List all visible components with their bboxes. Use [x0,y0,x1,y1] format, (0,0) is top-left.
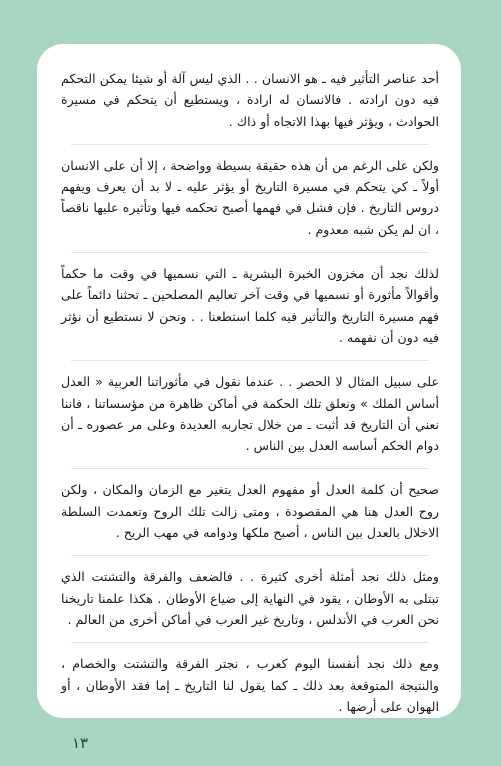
paragraph-2: ولكن على الرغم من أن هذه حقيقة بسيطة وواضحة ، إلا أن على الانسان أولاً ـ كي يتحكم في مسيرة التاريخ أو يؤثر عليه ـ لا بد أن يعرف ويفهم دروس التاريخ . فإن فشل في فهمها أصبح تحكمه فيها وتأثيره عليها ناقصاً ، ان لم يكن شبه معدوم . [61,157,439,237]
paragraph-divider [71,252,429,253]
paragraph-3: لذلك نجد أن مخزون الخبرة البشرية ـ التي نسميها في وقت ما حكماً وأقوالاً مأثورة أو نسميها في وقت آخر تعاليم المصلحين ـ تحثنا دائماً على فهم مسيرة التاريخ والتأثير فيه كلما استطعنا . . ونحن لا نستطيع أن نؤثر فيه دون أن نفهمه . [61,266,439,345]
paragraph-6: ومثل ذلك نجد أمثلة أخرى كثيرة . . فالضعف والفرقة والتشتت الذي تبتلى به الأوطان ، يقود في النهاية إلى ضياع الأوطان . هكذا علمنا تاريخنا نحن العرب في الأندلس ، وتاريخ غير العرب في أماكن أخرى من العالم . [61,569,439,627]
page-number: ١٣ [72,734,89,752]
paragraph-7: ومع ذلك نجد أنفسنا اليوم كعرب ، نجتر الفرقة والتشتت والخصام ، والنتيجة المتوقعة بعد ذلك ـ كما يقول لنا التاريخ ـ إما فقد الأوطان ، أو الهوان على أرضها . [61,656,439,714]
paragraph-5: صحيح أن كلمة العدل أو مفهوم العدل يتغير مع الزمان والمكان ، ولكن روح العدل هنا هي المقصودة ، ومتى زالت تلك الروح وتعمدت السلطة الاخلال بالعدل بين الناس ، أصبح ملكها ودوامه في مهب الريح . [61,482,439,541]
paragraph-divider [71,360,429,361]
text-body [61,68,439,717]
paragraph-divider [71,642,429,643]
paragraph-divider [71,144,429,145]
paragraph-1: أحد عناصر التأثير فيه ـ هو الانسان . . الذي ليس آلة أو شيئا يمكن التحكم فيه دون ارادته . فالانسان له ارادة ، ويستطيع أن يتحكم في مسيرة الحوادث ، ويؤثر فيها بهذا الاتجاه أو ذاك . [61,71,439,129]
page-card [37,44,461,718]
paragraph-4: على سبيل المثال لا الحصر . . عندما نقول في مأثوراتنا العربية « العدل أساس الملك » ونعلق تلك الحكمة في أماكن ظاهرة من مؤسساتنا ، فاننا نعني أن التاريخ قد أثبت ـ من خلال تجاربه العديدة وعلى مر عصوره ـ أن دوام الحكم أساسه العدل بين الناس . [61,374,439,454]
paragraph-divider [71,555,429,556]
paragraph-divider [71,468,429,469]
